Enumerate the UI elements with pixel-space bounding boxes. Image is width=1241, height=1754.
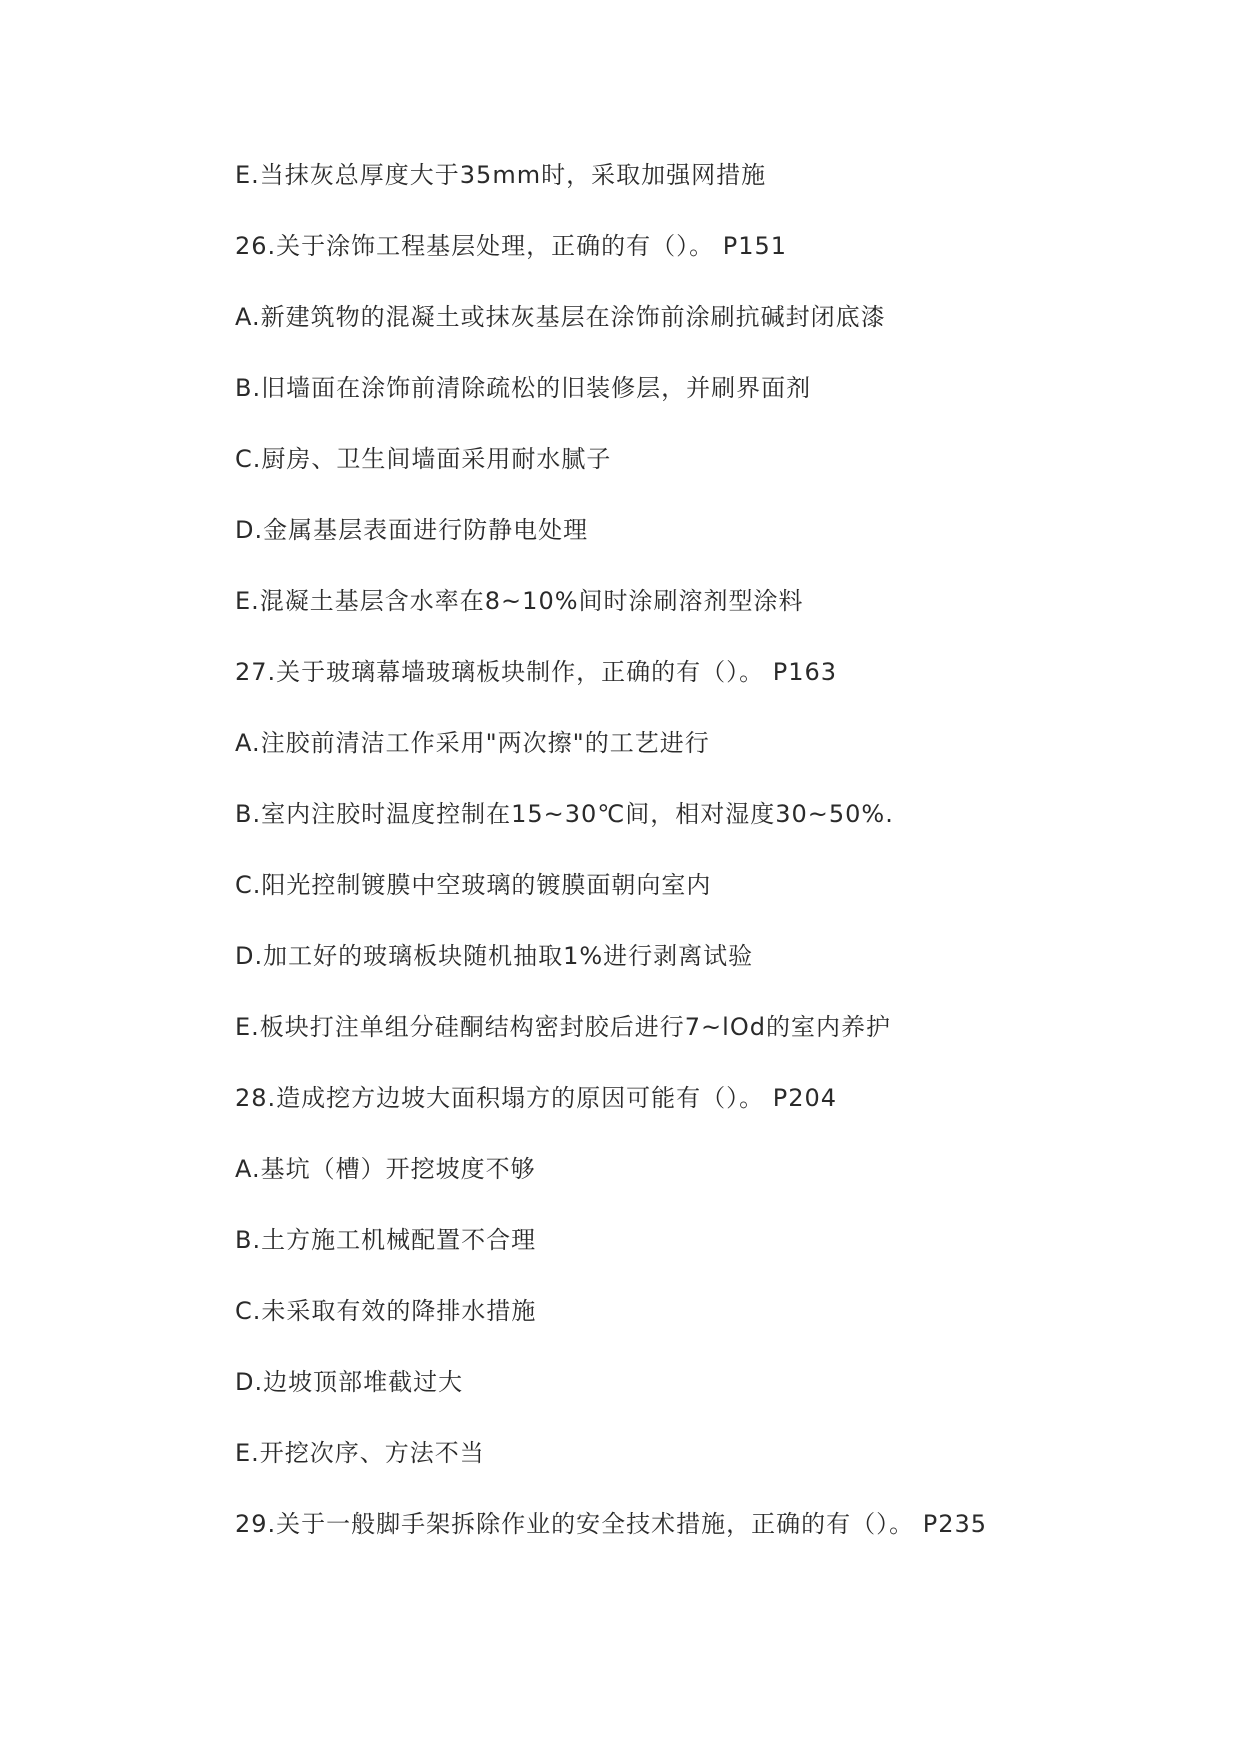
option-e-q26: E.混凝土基层含水率在8~10%间时涂刷溶剂型涂料 <box>235 587 804 615</box>
option-d-q26: D.金属基层表面进行防静电处理 <box>235 516 589 544</box>
option-e-q25: E.当抹灰总厚度大于35mm时，采取加强网措施 <box>235 161 767 189</box>
question-28: 28.造成挖方边坡大面积塌方的原因可能有（）。 P204 <box>235 1084 838 1112</box>
question-27: 27.关于玻璃幕墙玻璃板块制作，正确的有（）。 P163 <box>235 658 838 686</box>
option-a-q28: A.基坑（槽）开挖坡度不够 <box>235 1155 536 1183</box>
option-a-q27: A.注胶前清洁工作采用"两次擦"的工艺进行 <box>235 729 710 757</box>
option-d-q28: D.边坡顶部堆截过大 <box>235 1368 464 1396</box>
option-b-q26: B.旧墙面在涂饰前清除疏松的旧装修层，并刷界面剂 <box>235 374 812 402</box>
option-c-q27: C.阳光控制镀膜中空玻璃的镀膜面朝向室内 <box>235 871 712 899</box>
option-c-q28: C.未采取有效的降排水措施 <box>235 1297 537 1325</box>
option-b-q27: B.室内注胶时温度控制在15~30℃间，相对湿度30~50%. <box>235 800 894 828</box>
option-d-q27: D.加工好的玻璃板块随机抽取1%进行剥离试验 <box>235 942 754 970</box>
option-e-q27: E.板块打注单组分硅酮结构密封胶后进行7~lOd的室内养护 <box>235 1013 891 1041</box>
question-26: 26.关于涂饰工程基层处理，正确的有（）。 P151 <box>235 232 788 260</box>
option-b-q28: B.土方施工机械配置不合理 <box>235 1226 537 1254</box>
option-a-q26: A.新建筑物的混凝土或抹灰基层在涂饰前涂刷抗碱封闭底漆 <box>235 303 886 331</box>
option-c-q26: C.厨房、卫生间墙面采用耐水腻子 <box>235 445 612 473</box>
question-29: 29.关于一般脚手架拆除作业的安全技术措施，正确的有（）。 P235 <box>235 1510 988 1538</box>
option-e-q28: E.开挖次序、方法不当 <box>235 1439 485 1467</box>
